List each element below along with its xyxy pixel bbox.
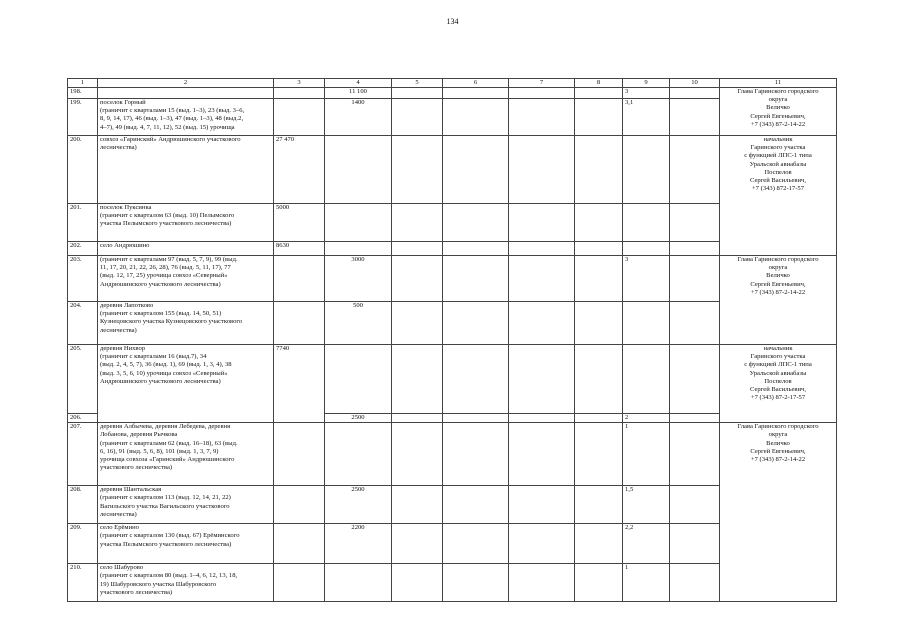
distance-cell <box>623 345 670 414</box>
text-line: округа <box>768 96 788 104</box>
contact-cell <box>720 88 837 136</box>
settlement-cell <box>98 302 274 345</box>
distance-cell: 1 <box>623 423 670 486</box>
text-line: деревня Шантальская <box>100 486 162 494</box>
contact-cell <box>720 136 837 256</box>
text-line: +7 (343) 87-2-14-22 <box>750 120 806 128</box>
distance-cell <box>623 204 670 242</box>
text-line: лесничества) <box>100 144 137 152</box>
text-line: Глава Гаринского городского <box>737 256 819 263</box>
header-cell: 5 <box>392 79 443 88</box>
barrier-length-cell: 11 100 <box>325 88 392 99</box>
text-line: Величко <box>766 104 790 112</box>
text-line: Сергей Васильевич, <box>749 386 807 394</box>
contact-cell <box>720 423 837 602</box>
barrier-length-cell <box>325 204 392 242</box>
text-line: Андрюшинского участкового лесничества) <box>100 377 221 385</box>
area-cell: 27 470 <box>274 136 325 204</box>
text-line: Величко <box>766 439 790 447</box>
text-line: урочища совхоза «Гаринский» Андрюшинского <box>100 456 235 464</box>
text-line: 4–7), 49 (выд. 4, 7, 11, 12), 52 (выд. 15) урочища <box>100 123 235 131</box>
row-number: 203. <box>68 256 98 302</box>
barrier-length-cell: 2500 <box>325 486 392 524</box>
header-cell: 3 <box>274 79 325 88</box>
row-number: 198. <box>68 88 98 99</box>
area-cell <box>274 256 325 302</box>
distance-cell: 2 <box>623 414 670 423</box>
text-line: 6, 16), 91 (выд. 5, 6, 8), 101 (выд. 1, 3, 7, 9) <box>100 447 219 455</box>
settlement-cell <box>98 204 274 242</box>
text-line: Лобанова, деревня Рычкова <box>100 431 178 439</box>
settlement-cell <box>98 564 274 602</box>
text-line: Величко <box>766 272 790 280</box>
text-line: поселок Пуксинка <box>100 204 152 211</box>
text-line: (выд. 12, 17, 25) урочища совхоз «Северный» <box>100 272 228 280</box>
settlement-cell <box>98 88 274 99</box>
text-line: (граничит с кварталами 15 (выд. 1–3), 23 (выд. 3–6, <box>100 107 245 115</box>
distance-cell: 3 <box>623 256 670 302</box>
row-number: 204. <box>68 302 98 345</box>
header-cell: 7 <box>509 79 575 88</box>
text-line: округа <box>768 264 788 272</box>
header-cell: 2 <box>98 79 274 88</box>
barrier-length-cell <box>325 345 392 414</box>
area-cell: 5000 <box>274 204 325 242</box>
text-line: Гаринского участка <box>750 353 806 361</box>
header-cell: 1 <box>68 79 98 88</box>
area-cell <box>274 524 325 564</box>
barrier-length-cell <box>325 242 392 256</box>
text-line: 8, 9, 14, 17), 46 (выд. 1–3), 47 (выд. 1–3), 48 (выд.2, <box>100 115 244 123</box>
table-row <box>68 256 837 302</box>
area-cell <box>274 88 325 99</box>
text-line: (граничит с кварталом 130 (выд. 67) Ерёминского <box>100 532 240 540</box>
text-line: участка Пелымского участкового лесничества) <box>100 220 232 228</box>
text-line: село Ерёмино <box>100 524 139 532</box>
barrier-length-cell: 1400 <box>325 99 392 136</box>
settlement-cell <box>98 99 274 136</box>
text-line: Сергей Евгеньевич, <box>750 280 806 288</box>
header-cell: 11 <box>720 79 837 88</box>
header-cell: 8 <box>575 79 623 88</box>
text-line: +7 (343) 872-17-57 <box>751 185 805 193</box>
header-cell: 4 <box>325 79 392 88</box>
text-line: (граничит с кварталом 155 (выд. 14, 50, 51) <box>100 310 222 318</box>
row-number: 205. <box>68 345 98 414</box>
text-line: с функцией ЛПС-1 типа <box>744 152 812 160</box>
text-line: +7 (343) 87-2-17-57 <box>750 394 806 402</box>
text-line: округа <box>768 431 788 439</box>
barrier-length-cell <box>325 423 392 486</box>
text-line: деревня Албычева, деревня Лебедева, деревня <box>100 423 231 431</box>
text-line: поселок Горный <box>100 99 146 106</box>
text-line: село Андрюшино <box>100 242 150 249</box>
settlement-cell <box>98 524 274 564</box>
text-line: начальник <box>763 136 793 143</box>
row-number: 199. <box>68 99 98 136</box>
row-number: 209. <box>68 524 98 564</box>
text-line: Гаринского участка <box>750 144 806 152</box>
barrier-length-cell: 500 <box>325 302 392 345</box>
settlement-cell <box>98 256 274 302</box>
barrier-length-cell <box>325 564 392 602</box>
header-row <box>68 79 837 88</box>
text-line: (граничит с кварталами 16 (выд.7), 34 <box>100 353 207 361</box>
table-row <box>68 423 837 486</box>
text-line: лесничества) <box>100 326 137 334</box>
text-line: Сергей Евгеньевич, <box>750 112 806 120</box>
text-line: Сергей Евгеньевич, <box>750 447 806 455</box>
header-cell: 6 <box>443 79 509 88</box>
distance-cell <box>623 242 670 256</box>
text-line: Андрюшинского участкового лесничества) <box>100 280 221 288</box>
text-line: Глава Гаринского городского <box>737 423 819 431</box>
text-line: участка Пелымского участкового лесничества) <box>100 540 232 548</box>
contact-cell <box>720 256 837 345</box>
row-number: 200. <box>68 136 98 204</box>
row-number: 210. <box>68 564 98 602</box>
text-line: Кузнецовского участка Кузнецовского участкового <box>100 318 243 326</box>
barrier-length-cell <box>325 136 392 204</box>
area-cell <box>274 423 325 486</box>
text-line: Поспелов <box>764 168 792 176</box>
area-cell <box>274 302 325 345</box>
area-cell: 7740 <box>274 345 325 423</box>
text-line: (граничит с кварталами 97 (выд. 5, 7, 9), 99 (выд. <box>100 256 238 263</box>
text-line: совхоз «Гаринский» Андрюшинского участкового <box>100 136 241 143</box>
row-number: 201. <box>68 204 98 242</box>
text-line: Сергей Васильевич, <box>749 177 807 185</box>
text-line: деревня Лапотково <box>100 302 154 309</box>
text-line: 11, 17, 20, 21, 22, 26, 28), 76 (выд. 5, 11, 17), 77 <box>100 264 231 272</box>
text-line: (выд. 3, 5, 6, 10) урочища совхоз «Северный» <box>100 369 228 377</box>
table-row <box>68 136 837 204</box>
settlement-cell <box>98 345 274 423</box>
text-line: лесничества) <box>100 510 137 518</box>
settlement-cell <box>98 423 274 486</box>
distance-cell: 1,5 <box>623 486 670 524</box>
barrier-length-cell: 3000 <box>325 256 392 302</box>
text-line: Уральской авиабазы <box>749 160 807 168</box>
contact-cell <box>720 345 837 423</box>
area-cell <box>274 486 325 524</box>
page-number: 134 <box>446 17 459 26</box>
text-line: село Шабурово <box>100 564 144 572</box>
text-line: (граничит с кварталом 63 (выд. 10) Пелымского <box>100 212 235 220</box>
distance-cell <box>623 302 670 345</box>
distance-cell: 1 <box>623 564 670 602</box>
text-line: Глава Гаринского городского <box>737 88 819 95</box>
text-line: с функцией ЛПС-1 типа <box>744 361 812 369</box>
table-row <box>68 88 837 99</box>
settlement-cell <box>98 486 274 524</box>
settlement-cell <box>98 242 274 256</box>
barrier-length-cell: 2500 <box>325 414 392 423</box>
distance-cell: 2,2 <box>623 524 670 564</box>
row-number: 202. <box>68 242 98 256</box>
area-cell: 8630 <box>274 242 325 256</box>
text-line: (граничит с кварталом 113 (выд. 12, 14, 21, 22) <box>100 494 231 502</box>
text-line: +7 (343) 87-2-14-22 <box>750 288 806 296</box>
distance-cell: 3,1 <box>623 99 670 136</box>
text-line: деревня Нихвор <box>100 345 146 352</box>
text-line: (выд. 2, 4, 5, 7), 36 (выд. 1), 69 (выд. 1, 3, 4), 38 <box>100 361 232 369</box>
text-line: 19) Шабуровского участка Шабуровского <box>100 580 217 588</box>
header-cell: 10 <box>670 79 720 88</box>
settlement-cell <box>98 136 274 204</box>
distance-cell: 3 <box>623 88 670 99</box>
header-cell: 9 <box>623 79 670 88</box>
text-line: (граничит с кварталом 80 (выд. 1–4, 6, 12, 13, 18, <box>100 572 238 580</box>
row-number: 206. <box>68 414 98 423</box>
distance-cell <box>623 136 670 204</box>
text-line: (граничит с кварталами 62 (выд. 16–18), 63 (выд. <box>100 439 238 447</box>
table-row <box>68 345 837 414</box>
text-line: участкового лесничества) <box>100 588 173 596</box>
row-number: 207. <box>68 423 98 486</box>
area-cell <box>274 564 325 602</box>
barrier-length-cell: 2200 <box>325 524 392 564</box>
text-line: Вагильского участка Вагильского участкового <box>100 502 230 510</box>
text-line: Уральской авиабазы <box>749 369 807 377</box>
text-line: Поспелов <box>764 377 792 385</box>
text-line: +7 (343) 87-2-14-22 <box>750 456 806 464</box>
fire-safety-table <box>67 78 837 602</box>
text-line: начальник <box>763 345 793 352</box>
row-number: 208. <box>68 486 98 524</box>
area-cell <box>274 99 325 136</box>
text-line: участкового лесничества) <box>100 464 173 472</box>
